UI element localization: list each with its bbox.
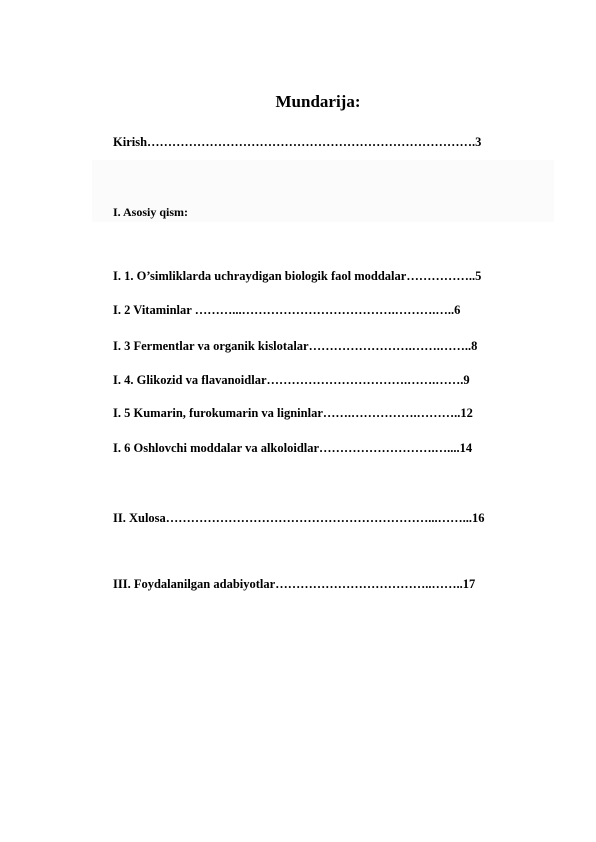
toc-entry-section-1-5: I. 5 Kumarin, furokumarin va ligninlar…….…………….………..12 [113, 406, 473, 420]
toc-entry-section-1-4: I. 4. Glikozid va flavanoidlar…………………………….…….…….9 [113, 373, 470, 387]
toc-entry-section-1-3: I. 3 Fermentlar va organik kislotalar…………………….…….……..8 [113, 339, 478, 353]
toc-entry-introduction: Kirish…………………………………………………………………….3 [113, 135, 482, 149]
toc-title: Mundarija: [275, 92, 361, 111]
toc-entry-references: III. Foydalanilgan adabiyotlar………………………………..……..17 [113, 577, 476, 591]
toc-entry-main-part: I. Asosiy qism: [113, 205, 189, 219]
toc-entry-section-1-1: I. 1. O’simliklarda uchraydigan biologik faol moddalar……………..5 [113, 269, 482, 283]
toc-entry-section-1-6: I. 6 Oshlovchi moddalar va alkoloidlar……………………….…....14 [113, 441, 473, 455]
toc-entry-conclusion: II. Xulosa………………………………………………………...……...16 [113, 511, 485, 525]
toc-entry-section-1-2: I. 2 Vitaminlar ………...……………………………….……….…..6 [113, 303, 461, 317]
